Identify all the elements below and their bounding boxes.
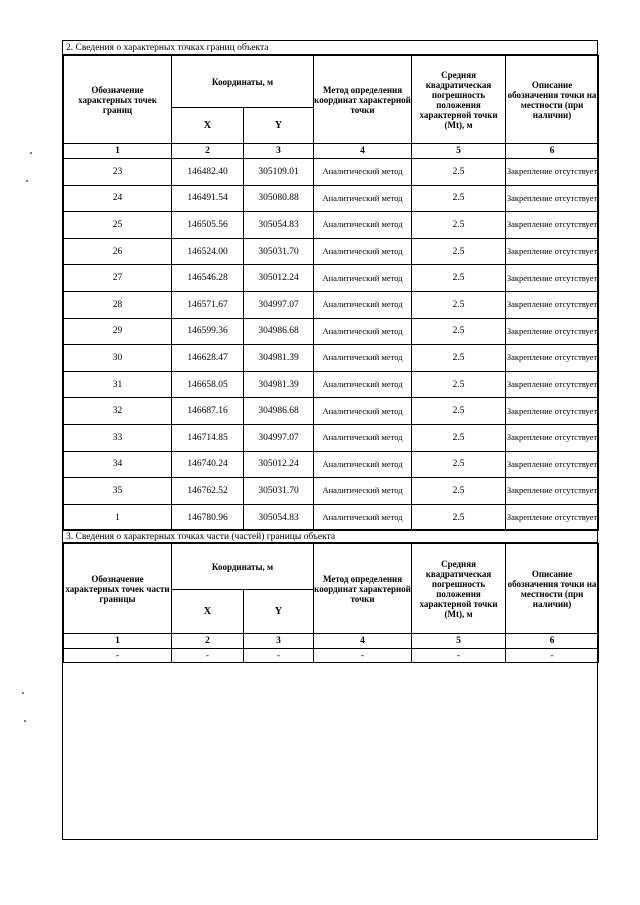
section3-title: 3. Сведения о характерных точках части (частей) границы объекта	[63, 529, 597, 543]
cell-y: 304981.39	[244, 371, 314, 398]
cell-method: Аналитический метод	[314, 504, 412, 531]
cell-mt: 2.5	[412, 398, 506, 425]
cell-y: 304981.39	[244, 345, 314, 372]
cell-mt: 2.5	[412, 371, 506, 398]
cell-desc: Закрепление отсутствует	[506, 424, 599, 451]
cell-mt: 2.5	[412, 451, 506, 478]
cell-mt: 2.5	[412, 212, 506, 239]
table-row	[64, 265, 599, 292]
cell-x: -	[172, 649, 244, 663]
col-number: 3	[244, 634, 314, 649]
table-row	[64, 371, 599, 398]
header-x: X	[172, 590, 244, 634]
cell-method: Аналитический метод	[314, 478, 412, 505]
cell-method: Аналитический метод	[314, 291, 412, 318]
header-description: Описание обозначения точки на местности (при наличии)	[506, 544, 599, 634]
header-designation: Обозначение характерных точек части границы	[64, 544, 172, 634]
col-number: 4	[314, 634, 412, 649]
header-coords: Координаты, м	[172, 56, 314, 108]
header-coords: Координаты, м	[172, 544, 314, 590]
cell-mt: 2.5	[412, 345, 506, 372]
col-number: 6	[506, 634, 599, 649]
cell-x: 146491.54	[172, 185, 244, 212]
cell-mt: 2.5	[412, 504, 506, 531]
header-y: Y	[244, 590, 314, 634]
cell-mt: 2.5	[412, 424, 506, 451]
section3-table	[63, 543, 599, 663]
cell-point: 33	[64, 424, 172, 451]
cell-desc: Закрепление отсутствует	[506, 185, 599, 212]
cell-y: 305054.83	[244, 212, 314, 239]
scan-speck	[30, 152, 32, 154]
cell-desc: -	[506, 649, 599, 663]
cell-y: 305031.70	[244, 238, 314, 265]
header-y: Y	[244, 108, 314, 144]
cell-method: Аналитический метод	[314, 159, 412, 186]
cell-y: 305080.88	[244, 185, 314, 212]
cell-desc: Закрепление отсутствует	[506, 504, 599, 531]
section2-table	[63, 55, 599, 531]
cell-x: 146740.24	[172, 451, 244, 478]
cell-x: 146687.16	[172, 398, 244, 425]
cell-desc: Закрепление отсутствует	[506, 318, 599, 345]
cell-mt: 2.5	[412, 291, 506, 318]
table-row	[64, 398, 599, 425]
header-error: Средняя квадратическая погрешность положения характерной точки (Mt), м	[412, 56, 506, 144]
cell-desc: Закрепление отсутствует	[506, 291, 599, 318]
cell-mt: 2.5	[412, 185, 506, 212]
cell-method: Аналитический метод	[314, 345, 412, 372]
cell-y: 305031.70	[244, 478, 314, 505]
cell-y: 304986.68	[244, 398, 314, 425]
cell-method: Аналитический метод	[314, 185, 412, 212]
cell-point: 27	[64, 265, 172, 292]
cell-method: -	[314, 649, 412, 663]
cell-x: 146599.36	[172, 318, 244, 345]
cell-method: Аналитический метод	[314, 371, 412, 398]
cell-y: 305012.24	[244, 451, 314, 478]
cell-mt: 2.5	[412, 265, 506, 292]
cell-method: Аналитический метод	[314, 265, 412, 292]
table-row	[64, 345, 599, 372]
cell-method: Аналитический метод	[314, 424, 412, 451]
table-row	[64, 424, 599, 451]
cell-x: 146482.40	[172, 159, 244, 186]
col-number: 2	[172, 634, 244, 649]
header-error: Средняя квадратическая погрешность положения характерной точки (Mt), м	[412, 544, 506, 634]
table-row	[64, 451, 599, 478]
col-number: 5	[412, 634, 506, 649]
cell-desc: Закрепление отсутствует	[506, 451, 599, 478]
cell-mt: -	[412, 649, 506, 663]
section2-title: 2. Сведения о характерных точках границ объекта	[63, 41, 597, 55]
table-row	[64, 649, 599, 663]
col-number: 6	[506, 144, 599, 159]
header-method: Метод определения координат характерной точки	[314, 56, 412, 144]
cell-mt: 2.5	[412, 318, 506, 345]
cell-point: 32	[64, 398, 172, 425]
column-numbers-row	[64, 144, 599, 159]
cell-desc: Закрепление отсутствует	[506, 345, 599, 372]
table-row	[64, 478, 599, 505]
cell-point: 29	[64, 318, 172, 345]
cell-point: 35	[64, 478, 172, 505]
cell-x: 146714.85	[172, 424, 244, 451]
cell-point: 31	[64, 371, 172, 398]
cell-method: Аналитический метод	[314, 212, 412, 239]
cell-y: 304997.07	[244, 424, 314, 451]
cell-mt: 2.5	[412, 478, 506, 505]
cell-desc: Закрепление отсутствует	[506, 371, 599, 398]
header-description: Описание обозначения точки на местности (при наличии)	[506, 56, 599, 144]
scan-speck	[24, 720, 26, 722]
header-designation: Обозначение характерных точек границ	[64, 56, 172, 144]
cell-x: 146762.52	[172, 478, 244, 505]
cell-method: Аналитический метод	[314, 398, 412, 425]
cell-x: 146546.28	[172, 265, 244, 292]
col-number: 2	[172, 144, 244, 159]
cell-method: Аналитический метод	[314, 451, 412, 478]
cell-point: 28	[64, 291, 172, 318]
scan-speck	[22, 692, 24, 694]
cell-desc: Закрепление отсутствует	[506, 238, 599, 265]
cell-desc: Закрепление отсутствует	[506, 398, 599, 425]
cell-desc: Закрепление отсутствует	[506, 212, 599, 239]
cell-desc: Закрепление отсутствует	[506, 478, 599, 505]
cell-desc: Закрепление отсутствует	[506, 159, 599, 186]
table-row	[64, 504, 599, 531]
col-number: 3	[244, 144, 314, 159]
cell-method: Аналитический метод	[314, 318, 412, 345]
table-row	[64, 159, 599, 186]
header-method: Метод определения координат характерной точки	[314, 544, 412, 634]
cell-desc: Закрепление отсутствует	[506, 265, 599, 292]
col-number: 4	[314, 144, 412, 159]
col-number: 5	[412, 144, 506, 159]
cell-y: -	[244, 649, 314, 663]
cell-y: 305109.01	[244, 159, 314, 186]
cell-x: 146658.05	[172, 371, 244, 398]
cell-point: 25	[64, 212, 172, 239]
cell-mt: 2.5	[412, 238, 506, 265]
header-x: X	[172, 108, 244, 144]
cell-y: 304986.68	[244, 318, 314, 345]
table-row	[64, 185, 599, 212]
cell-point: 34	[64, 451, 172, 478]
cell-x: 146628.47	[172, 345, 244, 372]
table-row	[64, 318, 599, 345]
cell-x: 146780.96	[172, 504, 244, 531]
table-row	[64, 238, 599, 265]
cell-x: 146524.00	[172, 238, 244, 265]
col-number: 1	[64, 634, 172, 649]
scan-speck	[26, 180, 28, 182]
cell-point: 24	[64, 185, 172, 212]
cell-method: Аналитический метод	[314, 238, 412, 265]
cell-point: 26	[64, 238, 172, 265]
cell-x: 146505.56	[172, 212, 244, 239]
cell-y: 304997.07	[244, 291, 314, 318]
table-row	[64, 291, 599, 318]
col-number: 1	[64, 144, 172, 159]
cell-point: 23	[64, 159, 172, 186]
cell-y: 305054.83	[244, 504, 314, 531]
document-frame	[62, 40, 598, 840]
cell-mt: 2.5	[412, 159, 506, 186]
cell-point: 1	[64, 504, 172, 531]
cell-point: 30	[64, 345, 172, 372]
cell-x: 146571.67	[172, 291, 244, 318]
table-row	[64, 212, 599, 239]
column-numbers-row	[64, 634, 599, 649]
cell-point: -	[64, 649, 172, 663]
cell-y: 305012.24	[244, 265, 314, 292]
